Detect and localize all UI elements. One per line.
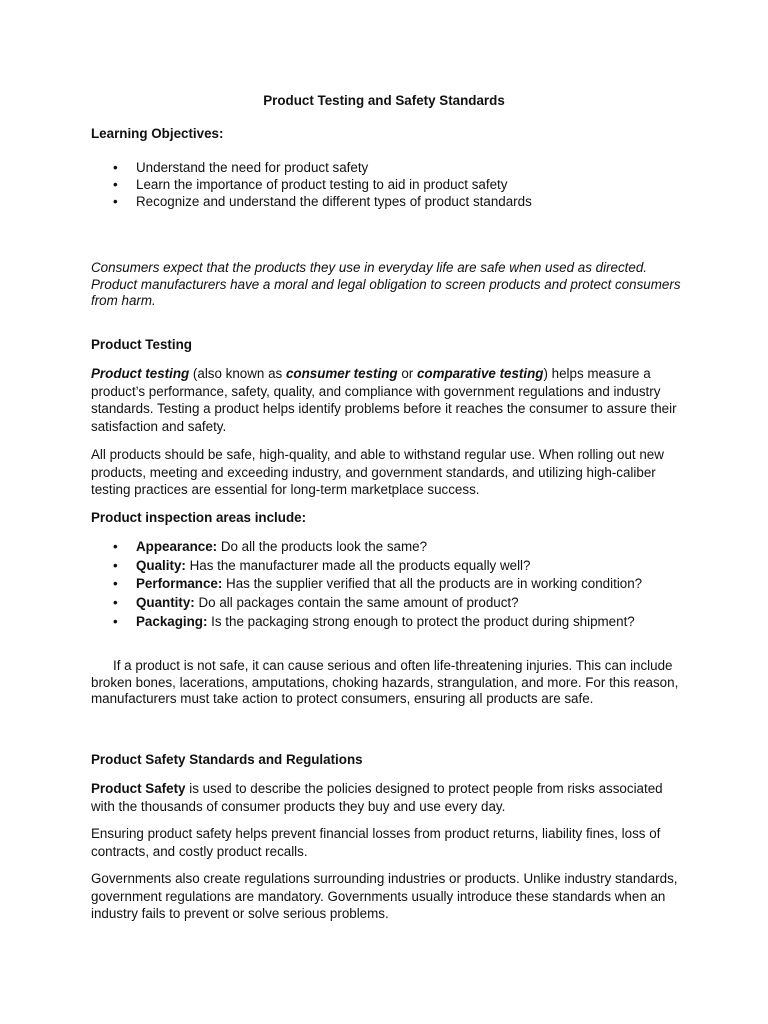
page-title: Product Testing and Safety Standards bbox=[263, 93, 505, 108]
section-heading-product-testing: Product Testing bbox=[91, 337, 192, 352]
objectives-list bbox=[91, 160, 681, 211]
bullet-icon: • bbox=[113, 194, 118, 209]
section-heading-safety-standards: Product Safety Standards and Regulations bbox=[91, 752, 363, 767]
intro-paragraph: Consumers expect that the products they use in everyday life are safe when used as directed. Product manufacturers have a moral and legal obligation to screen products and protect consumers from harm. bbox=[91, 260, 681, 308]
bullet-icon: • bbox=[113, 557, 118, 573]
list-item: • Appearance: Do all the products look the same? bbox=[113, 539, 428, 554]
testing-paragraph-2: All products should be safe, high-quality, and able to withstand regular use. When rolling out new products, meeting and exceeding industry, and government standards, and utilizing high-caliber testing practices are essential for long-term marketplace success. bbox=[91, 447, 664, 498]
standards-paragraph-3: Governments also create regulations surrounding industries or products. Unlike industry standards, government regulations are mandatory. Governments usually introduce these standards when an industry fails to prevent or solve serious problems. bbox=[91, 871, 678, 922]
bullet-icon: • bbox=[113, 177, 118, 192]
bullet-icon: • bbox=[113, 539, 118, 554]
bullet-icon: • bbox=[113, 595, 118, 611]
bullet-icon: • bbox=[113, 576, 118, 592]
list-item: • Learn the importance of product testing to aid in product safety bbox=[113, 177, 508, 192]
inspection-list bbox=[91, 539, 681, 632]
list-item: • Recognize and understand the different types of product standards bbox=[113, 194, 532, 209]
testing-paragraph-1: Product testing (also known as consumer testing or comparative testing) helps measure a product’s performance, safety, quality, and compliance with government regulations and industry standards. Testing a product helps identify problems before it reaches the consumer to assure their satisfaction and safety. bbox=[91, 366, 677, 434]
list-item: • Understand the need for product safety bbox=[113, 160, 369, 175]
standards-paragraph-1: Product Safety is used to describe the policies designed to protect people from risks associated with the thousands of consumer products they buy and use every day. bbox=[91, 781, 663, 814]
list-item: • Performance: Has the supplier verified that all the products are in working condition? bbox=[113, 576, 643, 592]
bullet-icon: • bbox=[113, 613, 118, 629]
list-item: • Quality: Has the manufacturer made all the products equally well? bbox=[113, 557, 531, 573]
inspection-heading: Product inspection areas include: bbox=[91, 510, 307, 525]
list-item: • Quantity: Do all packages contain the same amount of product? bbox=[113, 595, 519, 611]
objectives-heading: Learning Objectives: bbox=[91, 126, 224, 141]
standards-paragraph-2: Ensuring product safety helps prevent financial losses from product returns, liability fines, loss of contracts, and costly product recalls. bbox=[91, 826, 661, 859]
safety-paragraph: If a product is not safe, it can cause serious and often life-threatening injuries. This can include broken bones, lacerations, amputations, choking hazards, strangulation, and more. For this reason, manufacturers must take action to protect consumers, ensuring all products are safe. bbox=[91, 658, 679, 706]
bullet-icon: • bbox=[113, 160, 118, 175]
list-item: • Packaging: Is the packaging strong enough to protect the product during shipment? bbox=[113, 613, 635, 629]
